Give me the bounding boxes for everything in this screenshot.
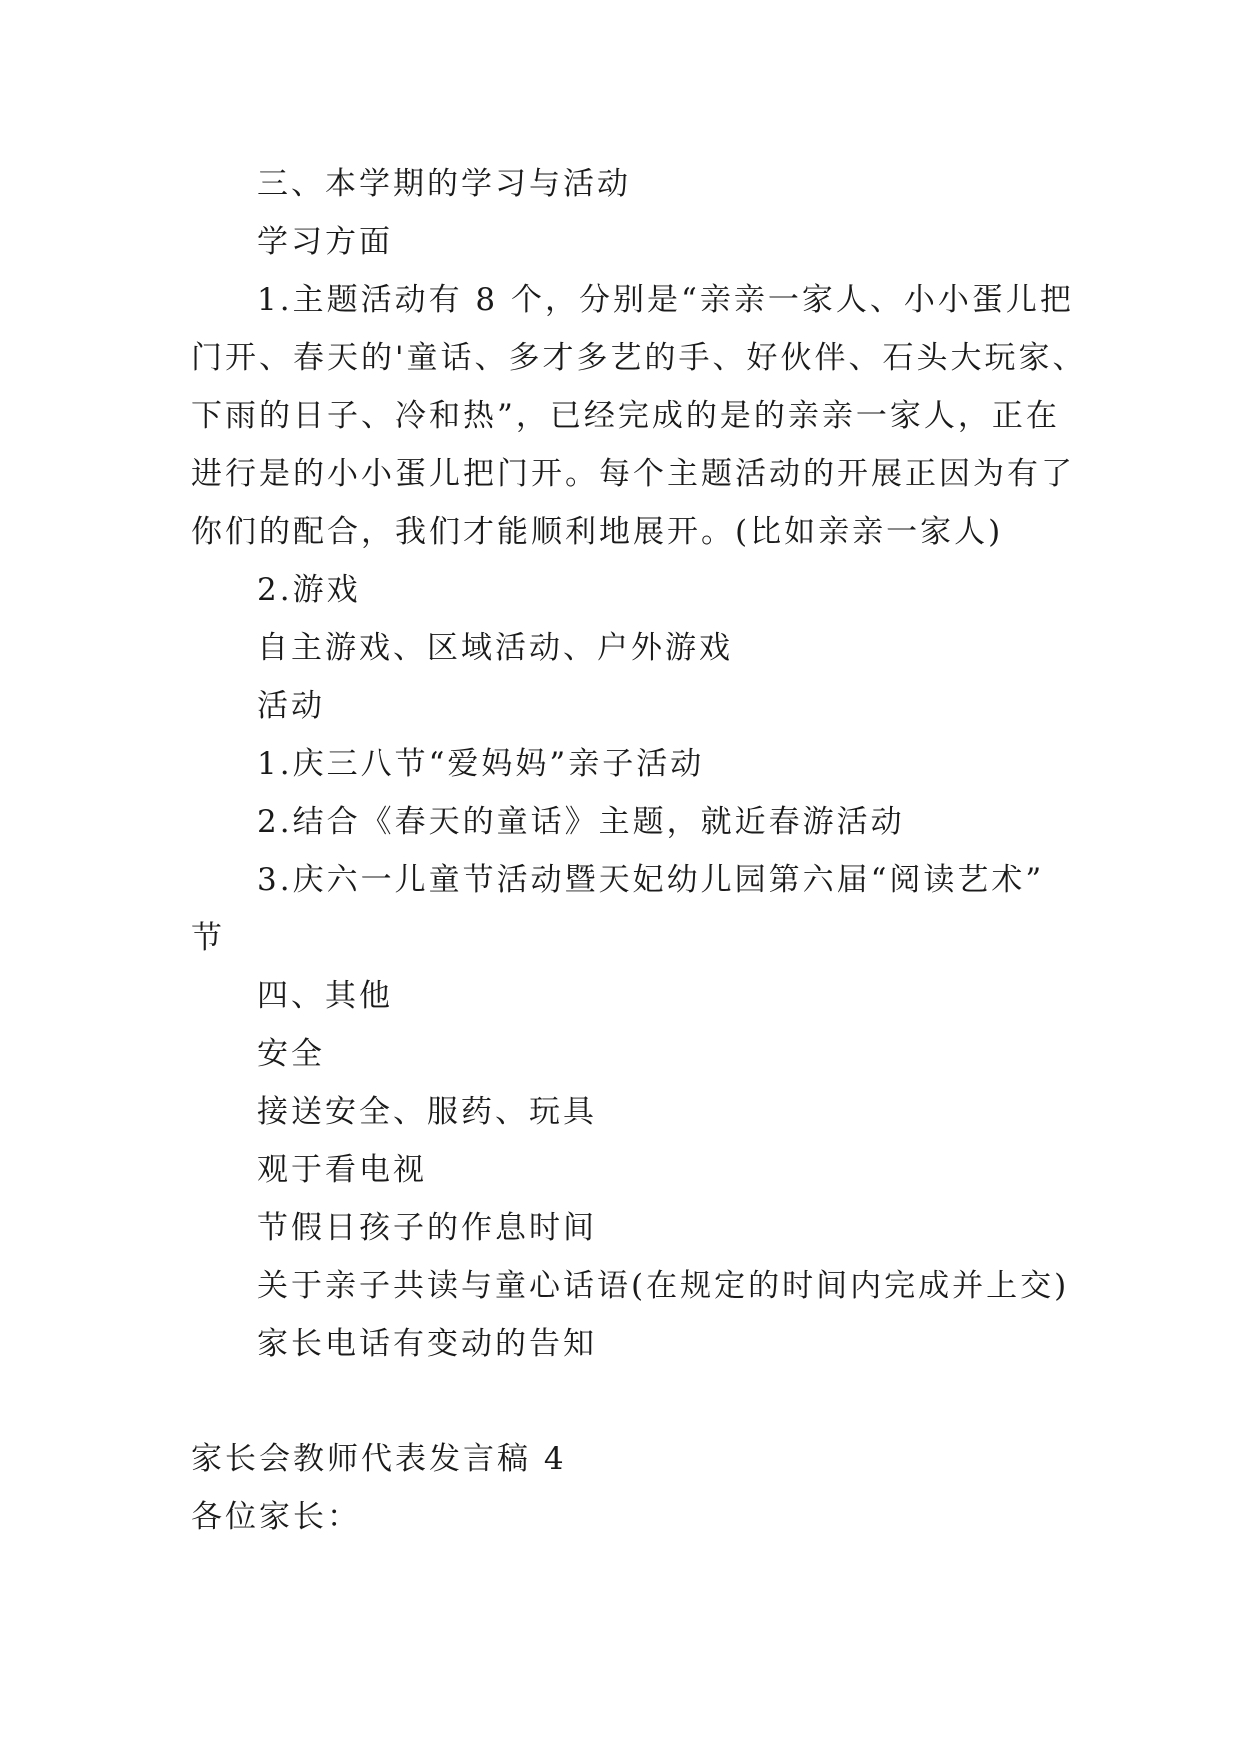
- item1-line-4: 进行是的小小蛋儿把门开。每个主题活动的开展正因为有了: [191, 456, 1075, 492]
- safety-heading: 安全: [257, 1036, 325, 1072]
- next-title: 家长会教师代表发言稿 4: [191, 1441, 567, 1477]
- section3-heading: 三、本学期的学习与活动: [257, 166, 631, 202]
- item2-detail: 自主游戏、区域活动、户外游戏: [257, 630, 733, 666]
- item1-line-5: 你们的配合，我们才能顺利地展开。(比如亲亲一家人): [191, 514, 1004, 550]
- activity-3-line-2: 节: [191, 920, 225, 956]
- item1-line-3: 下雨的日子、冷和热”，已经完成的是的亲亲一家人，正在: [191, 398, 1060, 434]
- activity-3-line-1: 3.庆六一儿童节活动暨天妃幼儿园第六届“阅读艺术”: [257, 862, 1045, 898]
- activity-heading: 活动: [257, 688, 325, 724]
- item1-line-2: 门开、春天的'童话、多才多艺的手、好伙伴、石头大玩家、: [191, 340, 1087, 376]
- holiday-item: 节假日孩子的作息时间: [257, 1210, 597, 1246]
- item2-heading: 2.游戏: [257, 572, 361, 608]
- section4-heading: 四、其他: [257, 978, 393, 1014]
- phone-item: 家长电话有变动的告知: [257, 1326, 597, 1362]
- safety-detail: 接送安全、服药、玩具: [257, 1094, 597, 1130]
- item1-line-1: 1.主题活动有 8 个，分别是“亲亲一家人、小小蛋儿把: [257, 282, 1074, 318]
- salutation: 各位家长：: [191, 1499, 361, 1535]
- activity-2: 2.结合《春天的童话》主题，就近春游活动: [257, 804, 905, 840]
- activity-1: 1.庆三八节“爱妈妈”亲子活动: [257, 746, 705, 782]
- study-heading: 学习方面: [257, 224, 393, 260]
- reading-item: 关于亲子共读与童心话语(在规定的时间内完成并上交): [257, 1268, 1070, 1304]
- tv-item: 观于看电视: [257, 1152, 427, 1188]
